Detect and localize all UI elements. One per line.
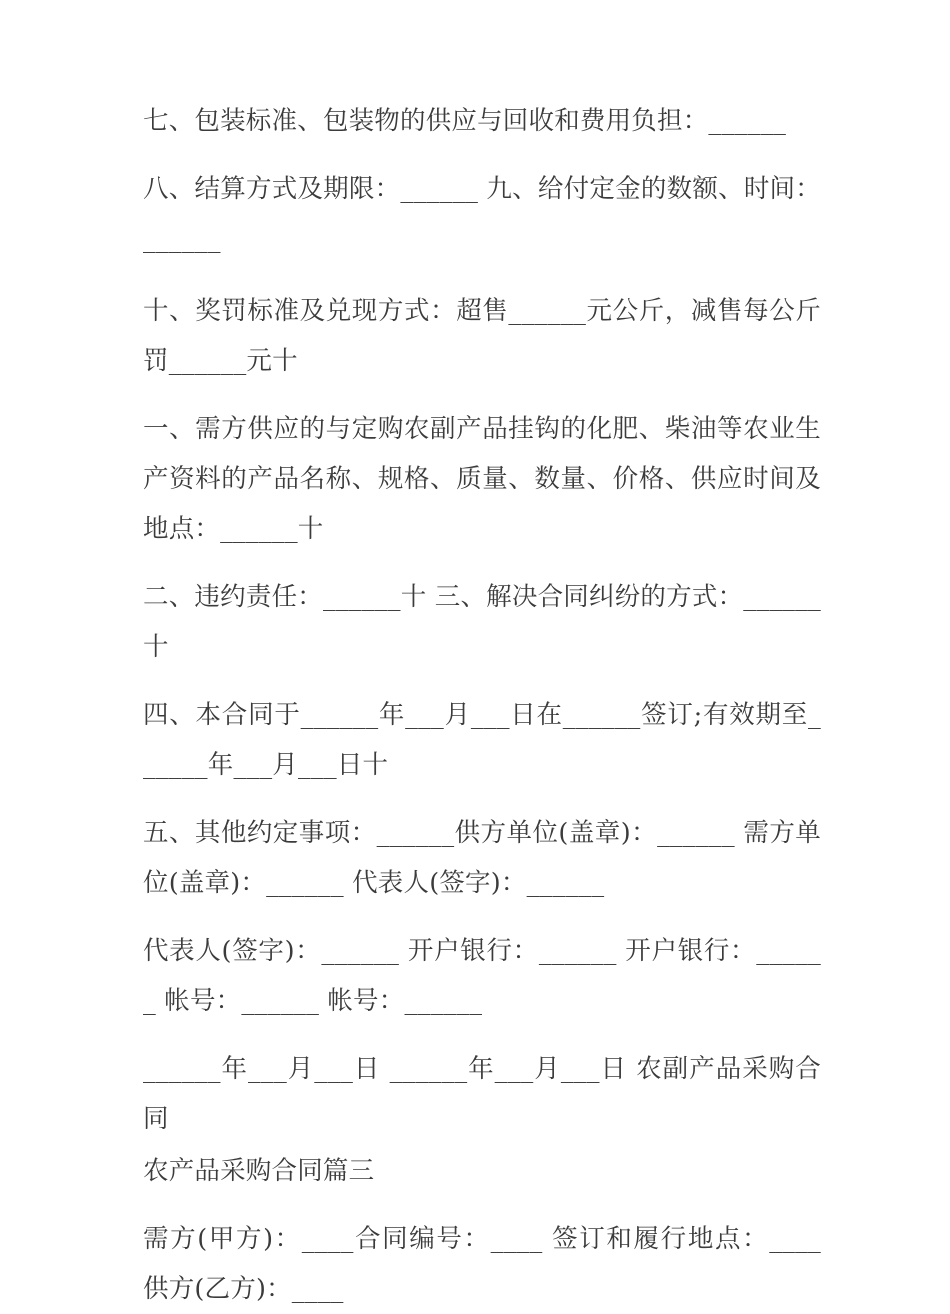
- paragraph-clause-11-supply-materials: 一、需方供应的与定购农副产品挂钩的化肥、柴油等农业生产资料的产品名称、规格、质量、数量、价格、供应时间及地点：______十: [143, 414, 821, 544]
- paragraph-clause-10-reward-penalty: 十、奖罚标准及兑现方式：超售______元公斤，减售每公斤罚______元十: [143, 296, 821, 376]
- paragraph-parties-contract-number-place: 需方(甲方)：____合同编号：____ 签订和履行地点：____ 供方(乙方)：____: [143, 1224, 830, 1304]
- paragraph-clause-15-other-terms-seal: 五、其他约定事项：______供方单位(盖章)：______ 需方单位(盖章)：______ 代表人(签字)：______: [143, 818, 821, 898]
- paragraph-clause-12-13-liability-dispute: 二、违约责任：______十 三、解决合同纠纷的方式：______十: [143, 582, 821, 662]
- paragraph-clause-14-signing-date-validity: 四、本合同于______年___月___日在______签订;有效期至______年___月___日十: [143, 700, 821, 780]
- section-heading-part-three: 农产品采购合同篇三: [143, 1156, 375, 1186]
- document-text-body: [143, 96, 830, 1314]
- paragraph-representative-bank-accounts: 代表人(签字)：______ 开户银行：______ 开户银行：______ 帐号：______ 帐号：______: [143, 936, 821, 1016]
- paragraph-signature-dates-and-title: ______年___月___日 ______年___月___日 农副产品采购合同: [143, 1054, 821, 1134]
- paragraph-clause-07-packaging: 七、包装标准、包装物的供应与回收和费用负担：______: [143, 106, 787, 136]
- paragraph-clause-08-09-settlement-deposit: 八、结算方式及期限：______ 九、给付定金的数额、时间：______: [143, 174, 821, 254]
